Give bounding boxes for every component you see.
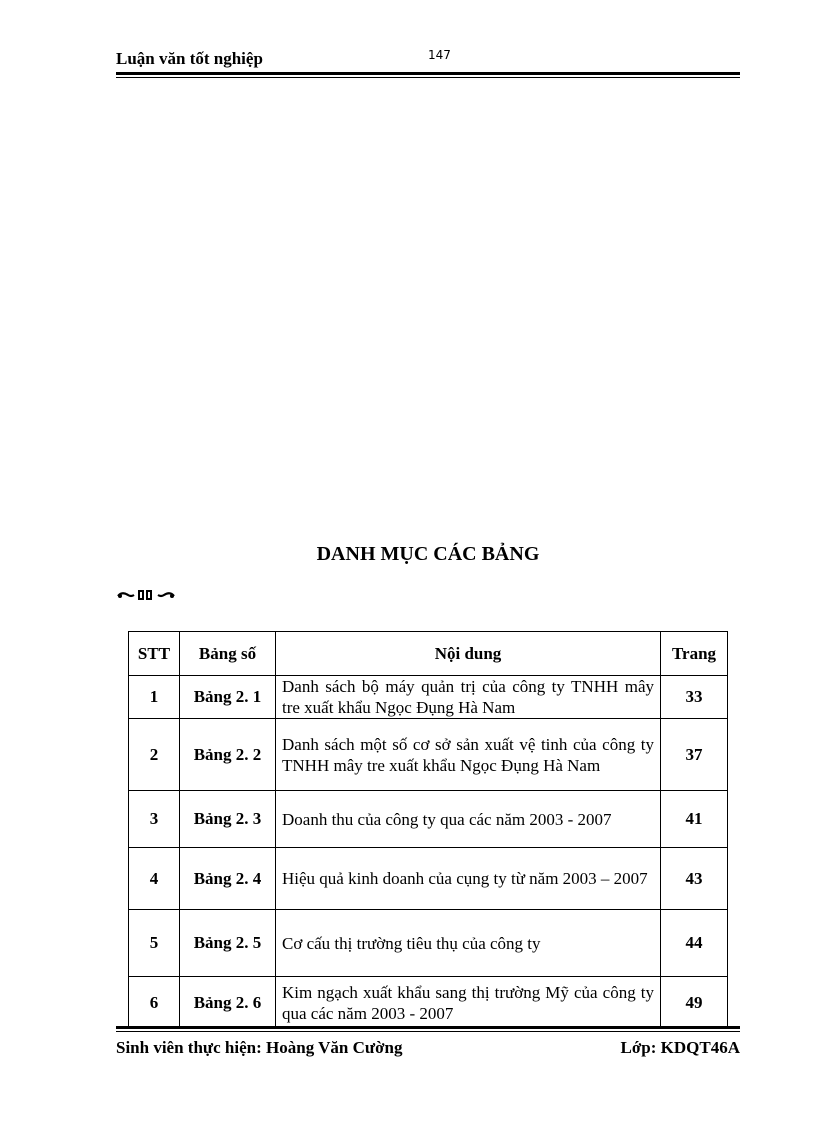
row-content: Kim ngạch xuất khẩu sang thị trường Mỹ của công ty qua các năm 2003 - 2007 bbox=[276, 977, 661, 1029]
column-header-table-no: Bảng số bbox=[180, 632, 276, 676]
row-table-no: Bảng 2. 1 bbox=[180, 676, 276, 719]
row-page: 49 bbox=[661, 977, 728, 1029]
row-page: 41 bbox=[661, 791, 728, 848]
row-page: 33 bbox=[661, 676, 728, 719]
table-row bbox=[129, 791, 728, 848]
page-number: 147 bbox=[428, 48, 451, 62]
column-header-content: Nội dung bbox=[276, 632, 661, 676]
row-table-no: Bảng 2. 6 bbox=[180, 977, 276, 1029]
footer-rule bbox=[116, 1026, 740, 1029]
row-stt: 5 bbox=[129, 910, 180, 977]
footer-rule-thin bbox=[116, 1031, 740, 1032]
table-header-row bbox=[129, 632, 728, 676]
table-row bbox=[129, 676, 728, 719]
page-header bbox=[116, 48, 740, 72]
row-stt: 3 bbox=[129, 791, 180, 848]
table-row bbox=[129, 719, 728, 791]
row-table-no: Bảng 2. 2 bbox=[180, 719, 276, 791]
row-table-no: Bảng 2. 4 bbox=[180, 848, 276, 910]
row-stt: 6 bbox=[129, 977, 180, 1029]
table-row bbox=[129, 977, 728, 1029]
row-page: 37 bbox=[661, 719, 728, 791]
ornament-icon bbox=[116, 587, 176, 603]
row-content: Cơ cấu thị trường tiêu thụ của công ty bbox=[276, 910, 661, 977]
footer-student: Sinh viên thực hiện: Hoàng Văn Cường bbox=[116, 1038, 403, 1057]
row-page: 43 bbox=[661, 848, 728, 910]
row-content: Hiệu quả kinh doanh của cụng ty từ năm 2003 – 2007 bbox=[276, 848, 661, 910]
header-rule-thin bbox=[116, 77, 740, 78]
section-title: DANH MỤC CÁC BẢNG bbox=[316, 543, 540, 565]
table-row bbox=[129, 910, 728, 977]
row-table-no: Bảng 2. 5 bbox=[180, 910, 276, 977]
footer-class: Lớp: KDQT46A bbox=[620, 1038, 740, 1057]
header-rule bbox=[116, 72, 740, 75]
table-of-tables bbox=[128, 631, 728, 1029]
row-stt: 4 bbox=[129, 848, 180, 910]
row-stt: 2 bbox=[129, 719, 180, 791]
row-content: Doanh thu của công ty qua các năm 2003 - 2007 bbox=[276, 791, 661, 848]
row-content: Danh sách một số cơ sở sản xuất vệ tinh của công ty TNHH mây tre xuất khẩu Ngọc Đụng Hà Nam bbox=[276, 719, 661, 791]
table-row bbox=[129, 848, 728, 910]
row-stt: 1 bbox=[129, 676, 180, 719]
column-header-stt: STT bbox=[129, 632, 180, 676]
row-content: Danh sách bộ máy quản trị của công ty TNHH mây tre xuất khẩu Ngọc Đụng Hà Nam bbox=[276, 676, 661, 719]
header-title: Luận văn tốt nghiệp bbox=[116, 49, 263, 68]
row-page: 44 bbox=[661, 910, 728, 977]
column-header-page: Trang bbox=[661, 632, 728, 676]
row-table-no: Bảng 2. 3 bbox=[180, 791, 276, 848]
